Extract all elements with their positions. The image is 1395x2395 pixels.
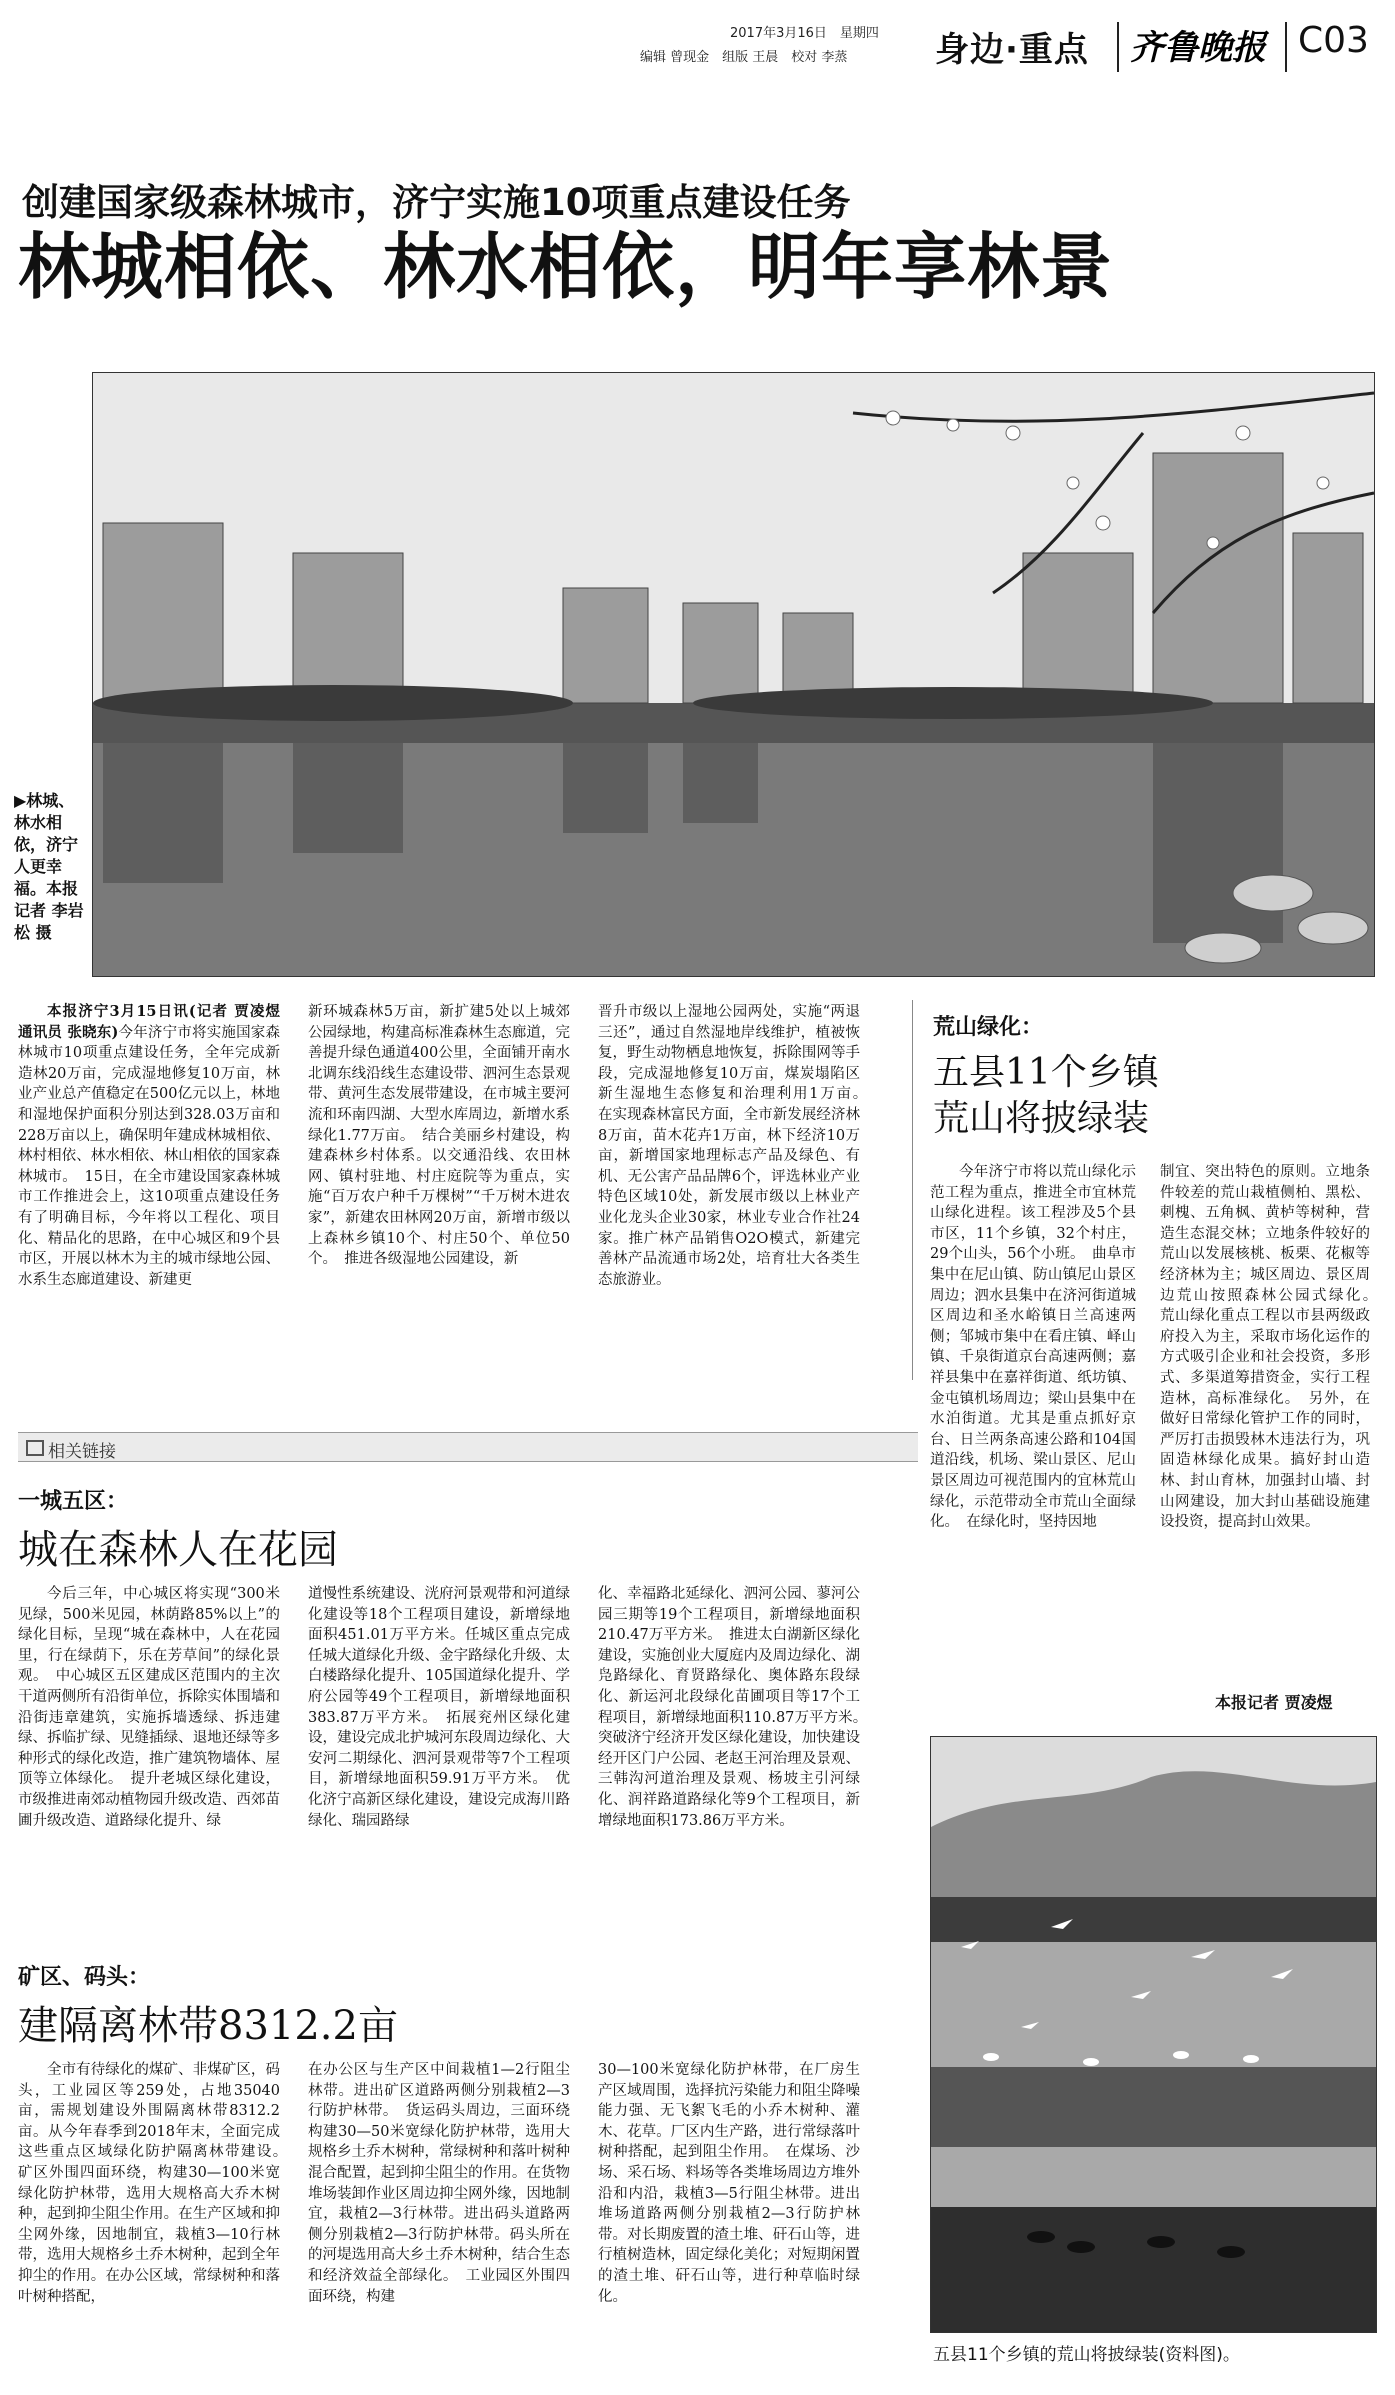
sec1-kicker: 一城五区：: [18, 1489, 129, 1514]
side-photo: [930, 1736, 1377, 2333]
side-col-2: [1160, 1162, 1385, 1682]
sec1-col1-text: 今后三年，中心城区将实现“300米见绿，500米见园，林荫路85%以上”的绿化目标，呈现“城在森林中，人在花园里，行在绿荫下，乐在芳草间”的绿化景观。 中心城区五区建成区范围内的主次干道两侧所有沿街单位，拆除实体围墙和沿街违章建筑，实施拆墙透绿、拆违建绿、拆临扩绿、见缝插绿、退地还绿等多种形式的绿化改造，推广建筑物墙体、屋顶等立体绿化。 提升老城区绿化建设，市级推进南郊动植物园升级改造、西郊苗圃升级改造、道路绿化提升、绿: [18, 1586, 280, 1829]
main-article-col3-text: 晋升市级以上湿地公园两处，实施“两退三还”，通过自然湿地岸线维护，植被恢复，野生动物栖息地恢复，拆除围网等手段，完成湿地修复10万亩，煤炭塌陷区新生湿地生态修复和治理利用1万亩。 在实现森林富民方面，全市新发展经济林8万亩，苗木花卉1万亩，林下经济10万亩，新增国家地理标志产品及绿色、有机、无公害产品品牌6个，评选林业产业特色区域10处，新发展市级以上林业产业化龙头企业30家，林业专业合作社24家。推广林产品销售O2O模式，新建完善林产品流通市场2处，培育壮大各类生态旅游业。: [598, 1004, 875, 1288]
page-number: C03: [1298, 20, 1369, 61]
headline-main: 林城相依、林水相依，明年享林景: [18, 225, 1114, 309]
main-article-col1-text: 今年济宁市将实施国家森林城市10项重点建设任务，全年完成新造林20万亩，完成湿地修复10万亩，林业产业总产值稳定在500亿元以上，林地和湿地保护面积分别达到328.03万亩和228万亩以上，确保明年建成林城相依、林村相依、林水相依、林山相依的国家森林城市。 15日，在全市建设国家森林城市工作推进会上，这10项重点建设任务有了明确目标，今年将以工程化、项目化、精品化的思路，在中心城区和9个县市区，开展以林木为主的城市绿地公园、水系生态廊道建设、新建更: [18, 1024, 280, 1288]
wetland-birds-illustration: [931, 1737, 1376, 2332]
sec2-col-2: [308, 2060, 570, 2390]
main-article-col-1: [18, 1002, 280, 1422]
related-links-label: 相关链接: [48, 1442, 116, 1462]
side-col1-text: 今年济宁市将以荒山绿化示范工程为重点，推进全市宜林荒山绿化进程。该工程涉及5个县市区，11个乡镇，32个村庄，29个山头，56个小班。 曲阜市集中在尼山镇、防山镇尼山景区周边；泗水县集中在济河街道城区周边和圣水峪镇日兰高速两侧；邹城市集中在看庄镇、峄山镇、千泉街道京台高速两侧；嘉祥县集中在嘉祥街道、纸坊镇、金屯镇机场周边；梁山县集中在水泊街道。尤其是重点抓好京台、日兰两条高速公路和104国道沿线，机场、梁山景区、尼山景区周边可视范围内的宜林荒山绿化，示范带动全市荒山全面绿化。 在绿化时，坚持因地: [930, 1164, 1136, 1531]
header-divider-2: [1285, 22, 1287, 72]
sec1-col3-text: 化、幸福路北延绿化、泗河公园、蓼河公园三期等19个工程项目，新增绿地面积210.47万平方米。 推进太白湖新区绿化建设，实施创业大厦庭内及周边绿化、湖凫路绿化、育贤路绿化、奥体路东段绿化、新运河北段绿化苗圃项目等17个工程项目，新增绿地面积110.87万平方米。 突破济宁经济开发区绿化建设，加快建设经开区门户公园、老赵王河治理及景观、三韩沟河道治理及景观、杨坡主引河绿化、润祥路道路绿化等9个工程项目，新增绿地面积173.86万平方米。: [598, 1586, 875, 1829]
header-divider-1: [1117, 22, 1119, 72]
sec1-col-2: [308, 1584, 570, 1944]
sec1-col-3: [598, 1584, 875, 1944]
sec1-col-1: [18, 1584, 280, 1944]
sec1-title: 城在森林人在花园: [18, 1527, 338, 1573]
sec2-col-1: [18, 2060, 295, 2390]
sec2-col-3: [598, 2060, 860, 2390]
main-article-col-2: [308, 1002, 570, 1422]
side-column-divider: [912, 1000, 913, 1380]
headline-kicker: 创建国家级森林城市，济宁实施10项重点建设任务: [22, 181, 851, 224]
sec1-col2-text: 道慢性系统建设、洸府河景观带和河道绿化建设等18个工程项目建设，新增绿地面积451.01万平方米。任城区重点完成任城大道绿化升级、金宇路绿化升级、太白楼路绿化提升、105国道绿化提升、学府公园等49个工程项目，新增绿地面积383.87万平方米。 拓展兖州区绿化建设，建设完成北护城河东段周边绿化、大安河二期绿化、泗河景观带等7个工程项目，新增绿地面积59.91万平方米。 优化济宁高新区绿化建设，建设完成海川路绿化、瑞园路绿: [308, 1586, 570, 1829]
top-photo-caption: ▶林城、林水相依，济宁人更幸福。本报记者 李岩松 摄: [14, 791, 84, 942]
issue-date: 2017年3月16日 星期四: [730, 26, 879, 41]
paper-logo: 齐鲁晚报: [1130, 28, 1266, 68]
side-col-1: [930, 1162, 1136, 1720]
editor-credits: 编辑 曾现金 组版 王晨 校对 李蒸: [640, 50, 848, 65]
side-title-line-1: 五县11个乡镇: [933, 1052, 1159, 1093]
main-article-lead: 本报济宁3月15日讯(记者 贾凌煜 通讯员 张晓东): [18, 1003, 280, 1041]
main-article-col-3: [598, 1002, 875, 1422]
related-icon: [26, 1440, 44, 1456]
side-col2-text: 制宜、突出特色的原则。立地条件较差的荒山栽植侧柏、黑松、刺槐、五角枫、黄栌等树种，营造生态混交林；立地条件较好的荒山以发展核桃、板栗、花椒等经济林为主；城区周边、景区周边荒山按照森林公园式绿化。 荒山绿化重点工程以市县两级政府投入为主，采取市场化运作的方式吸引企业和社会投资，多形式、多渠道筹措资金，实行工程造林，高标准绿化。 另外，在做好日常绿化管护工作的同时，严厉打击损毁林木违法行为，巩固造林绿化成果。搞好封山造林、封山育林，加强封山墙、封山网建设，加大封山基础设施建设投资，提高封山效果。: [1160, 1164, 1385, 1531]
side-byline: 本报记者 贾凌煜: [1215, 1693, 1333, 1712]
main-article-col2-text: 新环城森林5万亩，新扩建5处以上城郊公园绿地，构建高标准森林生态廊道，完善提升绿色通道400公里，全面铺开南水北调东线沿线生态建设带、泗河生态景观带、黄河生态发展带建设，在市城主要河流和环南四湖、大型水库周边，新增水系绿化1.77万亩。 结合美丽乡村建设，构建森林乡村体系。以交通沿线、农田林网、镇村驻地、村庄庭院等为重点，实施“百万农户种千万棵树”“千万树木进农家”，新建农田林网20万亩，新增市级以上森林乡镇10个、村庄50个、单位50个。 推进各级湿地公园建设，新: [308, 1004, 570, 1268]
side-kicker: 荒山绿化：: [933, 1015, 1044, 1040]
side-photo-caption: 五县11个乡镇的荒山将披绿装(资料图)。: [933, 2345, 1240, 2365]
top-photo: [92, 372, 1375, 977]
sec2-col3-text: 30—100米宽绿化防护林带，在厂房生产区域周围，选择抗污染能力和阻尘降噪能力强、无飞絮飞毛的小乔木树种、灌木、花草。厂区内生产路，进行常绿落叶树种搭配，起到阻尘作用。 在煤场、沙场、采石场、料场等各类堆场周边方堆外沿和内沿，栽植3—5行阻尘林带。进出堆场道路两侧分别栽植2—3行防护林带。对长期废置的渣土堆、矸石山等，进行植树造林，固定绿化美化；对短期闲置的渣土堆、矸石山等，进行种草临时绿化。: [598, 2062, 860, 2305]
sec2-col1-text: 全市有待绿化的煤矿、非煤矿区，码头，工业园区等259处，占地35040亩，需规划建设外围隔离林带8312.2亩。从今年春季到2018年末，全面完成这些重点区域绿化防护隔离林带建设。 矿区外围四面环绕，构建30—100米宽绿化防护林带，选用大规格高大乔木树种，起到抑尘阻尘作用。在生产区域和抑尘网外缘，因地制宜，栽植3—10行林带，选用大规格乡土乔木树种，起到全年抑尘的作用。在办公区域，常绿树种和落叶树种搭配，: [18, 2062, 295, 2305]
sec2-col2-text: 在办公区与生产区中间栽植1—2行阻尘林带。进出矿区道路两侧分别栽植2—3行防护林带。 货运码头周边，三面环绕构建30—50米宽绿化防护林带，选用大规格乡土乔木树种，常绿树种和落叶树种混合配置，起到抑尘阻尘的作用。在货物堆场装卸作业区周边抑尘网外缘，因地制宜，栽植2—3行林带。进出码头道路两侧分别栽植2—3行防护林带。码头所在的河堤选用高大乡土乔木树种，结合生态和经济效益全部绿化。 工业园区外围四面环绕，构建: [308, 2062, 570, 2305]
sec2-kicker: 矿区、码头：: [18, 1965, 151, 1990]
related-links-bar: [18, 1432, 918, 1462]
sec2-title: 建隔离林带8312.2亩: [18, 2003, 398, 2049]
side-title-line-2: 荒山将披绿装: [933, 1098, 1150, 1139]
city-lake-illustration: [93, 373, 1374, 976]
section-name: 身边·重点: [935, 30, 1089, 70]
